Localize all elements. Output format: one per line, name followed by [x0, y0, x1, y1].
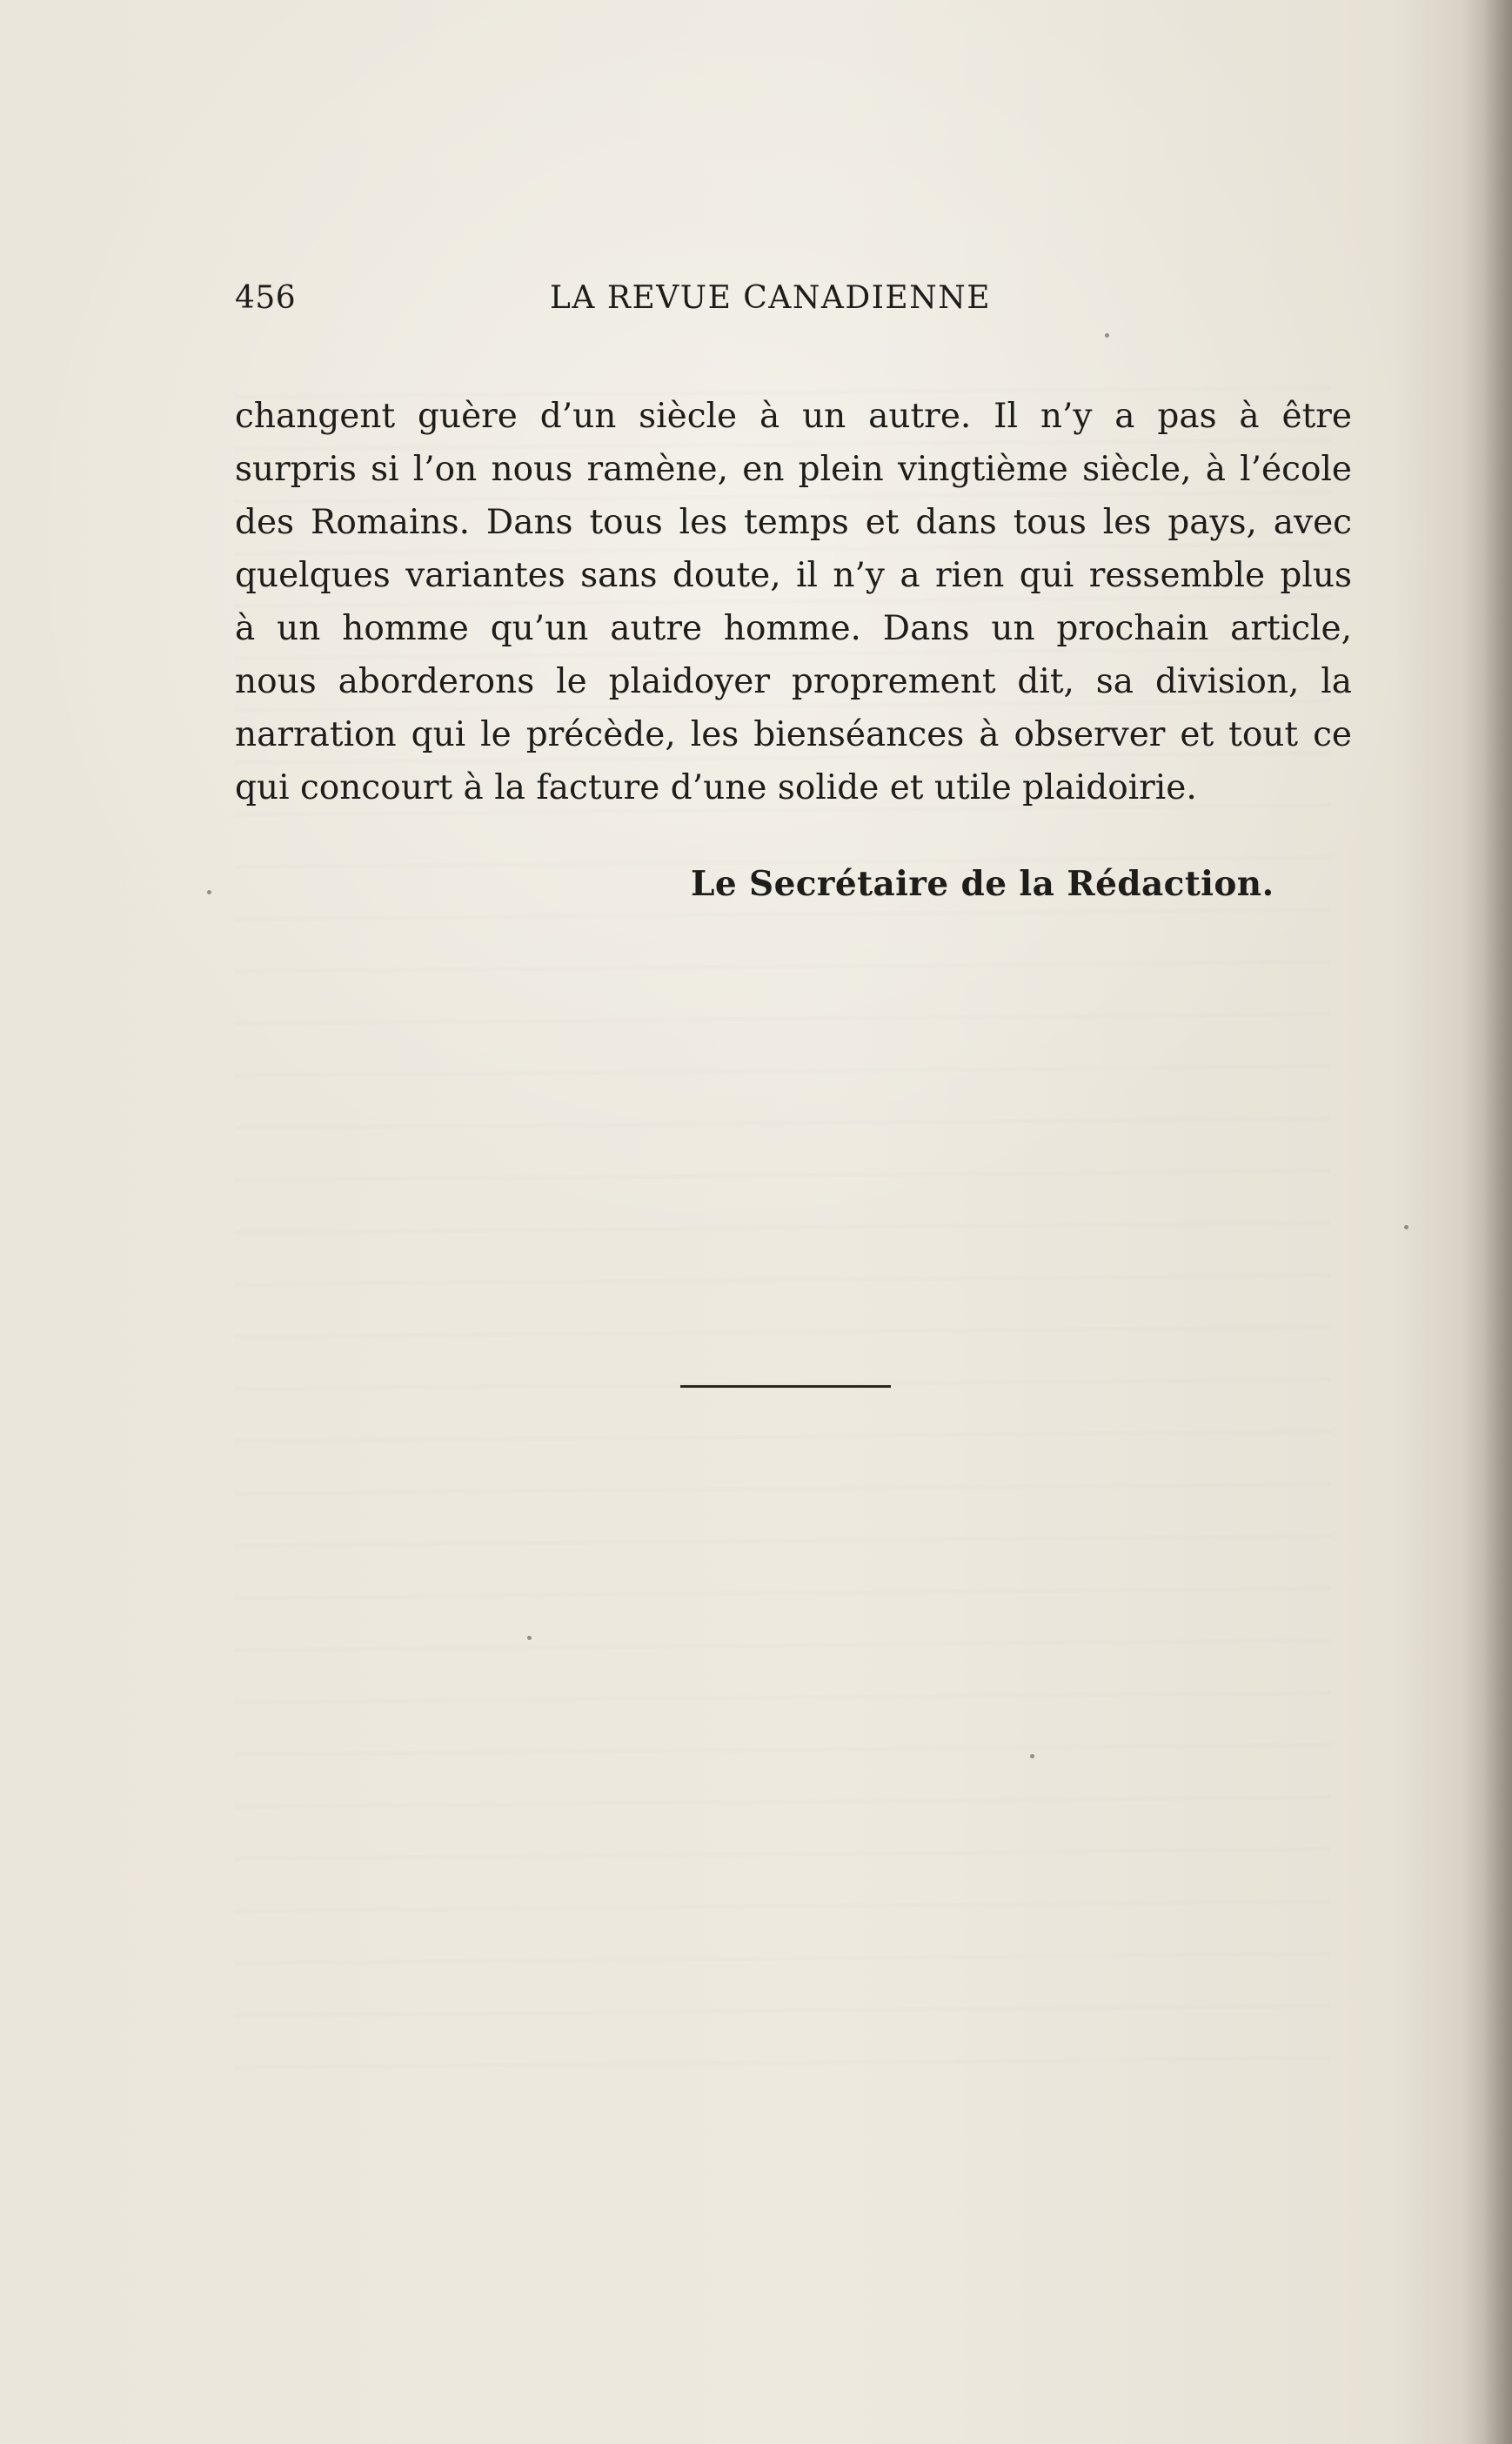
paper-speck — [207, 890, 211, 894]
paper-speck — [527, 1636, 532, 1640]
paper-speck — [1105, 333, 1109, 338]
text-line: à un homme qu’un autre homme. Dans un prochain article, — [235, 609, 1352, 648]
journal-title: LA REVUE CANADIENNE — [550, 280, 991, 316]
paper-speck — [1030, 1754, 1034, 1758]
text-line: qui concourt à la facture d’une solide et utile plaidoirie. — [235, 768, 1197, 807]
text-line: narration qui le précède, les bienséances à observer et tout ce — [235, 715, 1352, 754]
text-line: surpris si l’on nous ramène, en plein vingtième siècle, à l’école — [235, 450, 1352, 489]
section-rule — [680, 1385, 891, 1388]
text-line: des Romains. Dans tous les temps et dans tous les pays, avec — [235, 503, 1352, 542]
page-edge-shadow — [1462, 0, 1512, 2444]
body-text — [235, 390, 1352, 814]
text-line: nous aborderons le plaidoyer proprement dit, sa division, la — [235, 662, 1352, 701]
running-header — [235, 280, 1105, 325]
paper-speck — [1404, 1225, 1408, 1229]
text-line: changent guère d’un siècle à un autre. Il n’y a pas à être — [235, 397, 1352, 436]
text-line: quelques variantes sans doute, il n’y a rien qui ressemble plus — [235, 556, 1352, 595]
page-number: 456 — [235, 280, 297, 316]
signature: Le Secrétaire de la Rédaction. — [691, 864, 1274, 904]
